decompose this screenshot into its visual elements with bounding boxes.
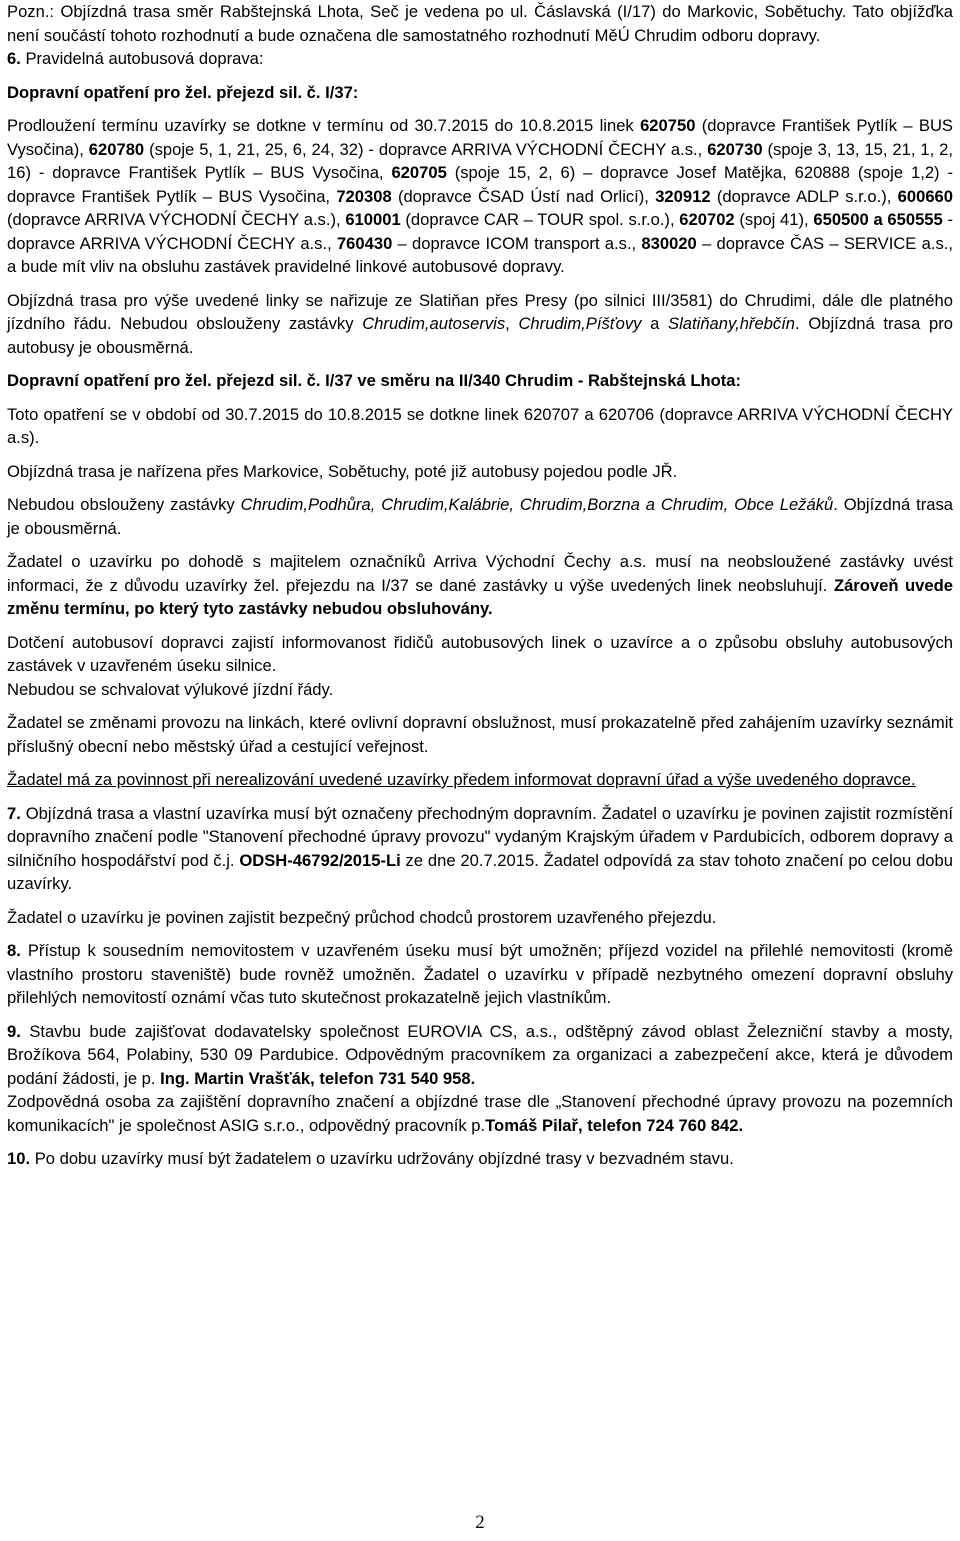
section-number: 6. [7,49,21,68]
section-number: 10. [7,1149,31,1168]
line-number: 830020 [641,233,697,253]
stop-name: Chrudim,Podhůra, Chrudim,Kalábrie, Chrudim,Borzna a Chrudim, Obce Ležáků [240,495,834,514]
affected-lines-paragraph: Prodloužení termínu uzavírky se dotkne v termínu od 30.7.2015 do 10.8.2015 linek 620750 (dopravce František Pytlík – BUS Vysočina), 620780 (spoje 5, 1, 21, 25, 6, 24, 32) - dopravce ARRIVA VÝCHODNÍ ČECHY a.s., 620730 (spoje 3, 13, 15, 21, 1, 2, 16) - dopravce František Pytlík – BUS Vysočina, 620705 (spoje 15, 2, 6) – dopravce Josef Matějka, 620888 (spoje 1,2) - dopravce František Pytlík – BUS Vysočina, 720308 (dopravce ČSAD Ústí nad Orlicí), 320912 (dopravce ADLP s.r.o.), 600660 (dopravce ARRIVA VÝCHODNÍ ČECHY a.s.), 610001 (dopravce CAR – TOUR spol. s.r.o.), 620702 (spoj 41), 650500 a 650555 - dopravce ARRIVA VÝCHODNÍ ČECHY a.s., 760430 – dopravce ICOM transport a.s., 830020 – dopravce ČAS – SERVICE a.s., a bude mít vliv na obsluhu zastávek pravidelné linkové autobusové dopravy. [7,116,954,276]
measure-period-paragraph: Toto opatření se v období od 30.7.2015 do 10.8.2015 se dotkne linek 620707 a 620706 (dopravce ARRIVA VÝCHODNÍ ČECHY a.s). [7,404,953,447]
applicant-stops-paragraph: Žadatel o uzavírku po dohodě s majitelem označníků Arriva Východní Čechy a.s. musí na neobsloužené zastávky uvést informaci, že z důvodu uzavírky žel. přejezdu na I/37 se dané zastávky u výše uvedených linek neobsluhují. Zároveň uvede změnu termínu, po který tyto zastávky nebudou obsluhovány. [7,552,953,618]
measure-heading-1: Dopravní opatření pro žel. přejezd sil. č. I/37: [7,82,359,102]
section-8-paragraph: 8. Přístup k sousedním nemovitostem v uzavřeném úseku musí být umožněn; příjezd vozidel na přilehlé nemovitosti (kromě vlastního prostoru staveniště) bude rovněž umožněn. Žadatel o uzavírku v případě nezbytného omezení dopravní obsluhy přilehlých nemovitostí oznámí včas tuto skutečnost prokazatelně jejich vlastníkům. [7,941,953,1007]
detour-paragraph-2: Objízdná trasa je nařízena přes Markovice, Sobětuchy, poté již autobusy pojedou podle JŘ. [7,461,678,481]
timetable-note: Nebudou se schvalovat výlukové jízdní řády. [7,679,334,699]
note-paragraph: Pozn.: Objízdná trasa směr Rabštejnská Lhota, Seč je vedena po ul. Čáslavská (I/17) do Markovic, Sobětuchy. Tato objížďka není součástí tohoto rozhodnutí a bude označena dle samostatného rozhodnutí MěÚ Chrudim odboru dopravy. [7,2,953,45]
line-number: 320912 [655,186,711,206]
section-10-paragraph: 10. Po dobu uzavírky musí být žadatelem o uzavírku udržovány objízdné trasy v bezvadném stavu. [7,1149,734,1168]
line-number: 610001 [345,210,401,229]
page-number: 2 [475,1512,485,1533]
emphasis-text: Zároveň uvede změnu termínu, po který tyto zastávky nebudou obsluhovány. [7,575,953,618]
line-number: 650500 a 650555 [813,210,943,229]
line-number: 620780 [88,139,145,159]
stop-name: Chrudim,Píšťovy [518,314,642,333]
applicant-duty-paragraph: Žadatel má za povinnost při nerealizování uvedené uzavírky předem informovat dopravní úřad a výše uvedeného dopravce. [7,770,916,789]
section-7-paragraph: 7. Objízdná trasa a vlastní uzavírka musí být označeny přechodným dopravním. Žadatel o uzavírku je povinen zajistit rozmístění dopravního značení podle "Stanovení přechodné úpravy provozu" vydaným Krajským úřadem v Pardubicích, odborem dopravy a silničního hospodářství pod č.j. ODSH-46792/2015-Li ze dne 20.7.2015. Žadatel odpovídá za stav tohoto značení po celou dobu uzavírky. [7,803,953,893]
unserved-stops-paragraph: Nebudou obslouženy zastávky Chrudim,Podhůra, Chrudim,Kalábrie, Chrudim,Borzna a Chrudim, Obce Ležáků. Objízdná trasa je obousměrná. [7,495,953,538]
document-page [7,0,953,1171]
line-number: 720308 [336,186,392,206]
reference-number: ODSH-46792/2015-Li [239,850,401,870]
section-number: 7. [7,803,21,823]
line-number: 620705 [391,163,447,182]
section-number: 9. [7,1021,21,1041]
line-number: 620730 [707,139,763,159]
detour-paragraph-1: Objízdná trasa pro výše uvedené linky se nařizuje ze Slatiňan přes Presy (po silnici III/3581) do Chrudimi, dále dle platného jízdního řádu. Nebudou obslouženy zastávky Chrudim,autoservis, Chrudim,Píšťovy a Slatiňany,hřebčín. Objízdná trasa pro autobusy je obousměrná. [7,290,953,357]
pedestrian-passage-paragraph: Žadatel o uzavírku je povinen zajistit bezpečný průchod chodců prostorem uzavřeného přejezdu. [7,907,717,927]
line-number: 760430 [336,233,393,253]
stop-name: Chrudim,autoservis [362,314,506,333]
measure-heading-2: Dopravní opatření pro žel. přejezd sil. č. I/37 ve směru na II/340 Chrudim - Rabštejnská Lhota: [7,371,742,390]
line-number: 620702 [679,210,735,229]
line-number: 620750 [640,116,696,135]
section-9-paragraph: 9. Stavbu bude zajišťovat dodavatelsky společnost EUROVIA CS, a.s., odštěpný závod oblast Železniční stavby a mosty, Brožíkova 564, Polabiny, 530 09 Pardubice. Odpovědným pracovníkem za organizaci a zabezpečení akce, která je důvodem podání žádosti, je p. Ing. Martin Vrašťák, telefon 731 540 958. [7,1021,953,1088]
section-6-heading [7,47,953,71]
applicant-changes-paragraph: Žadatel se změnami provozu na linkách, které ovlivní dopravní obslužnost, musí prokazatelně před zahájením uzavírky seznámit příslušný obecní nebo městský úřad a cestující veřejnost. [7,713,953,756]
section-title: Pravidelná autobusová doprava: [20,49,264,68]
contact-person: Tomáš Pilař, telefon 724 760 842. [485,1115,744,1135]
carriers-info-paragraph: Dotčení autobusoví dopravci zajistí informovanost řidičů autobusových linek o uzavírce a o způsobu obsluhy autobusových zastávek v uzavřeném úseku silnice. [7,632,953,675]
responsible-person-paragraph: Zodpovědná osoba za zajištění dopravního značení a objízdné trase dle „Stanovení přechodné úpravy provozu na pozemních komunikacích" je společnost ASIG s.r.o., odpovědný pracovník p.Tomáš Pilař, telefon 724 760 842. [7,1092,953,1135]
contact-person: Ing. Martin Vrašťák, telefon 731 540 958. [160,1068,476,1088]
section-number: 8. [7,941,21,960]
stop-name: Slatiňany,hřebčín [668,314,796,333]
line-number: 600660 [897,186,954,206]
